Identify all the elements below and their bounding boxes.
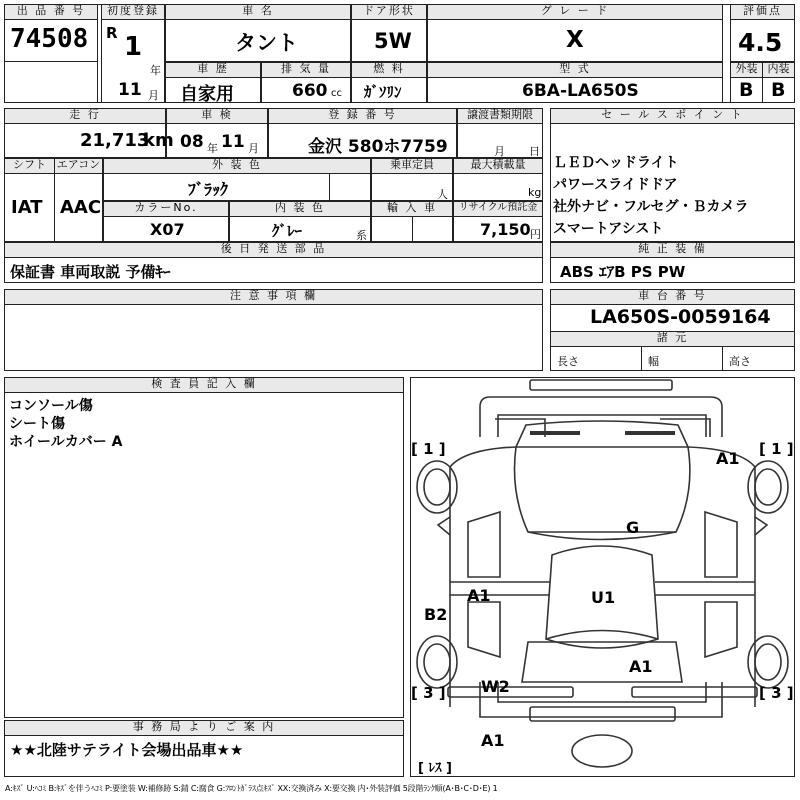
damage-mark: A1 — [716, 449, 740, 468]
color-no-header: カラーNo. — [103, 201, 229, 217]
mileage-header: 走 行 — [4, 108, 166, 124]
first-reg-year: 1 — [124, 32, 143, 62]
exterior-grade-header: 外装 — [730, 62, 763, 78]
model-code-header: 型 式 — [427, 62, 723, 78]
recycle: 7,150 — [480, 220, 531, 239]
inspection-year: 08 — [180, 132, 204, 152]
ac-header: エアコン — [54, 158, 103, 174]
ac: AAC — [60, 197, 102, 218]
lot-no-header: 出 品 番 号 — [4, 4, 98, 20]
legend: A:ｷｽﾞ U:ﾍｺﾐ B:ｷｽﾞを伴うﾍｺﾐ P:要塗装 W:補修跡 S:錆 C:腐食 G:ﾌﾛﾝﾄｶﾞﾗｽ点ｷｽﾞ XX:交換済み X:要交換 内･外装評価 5段階ﾗﾝｸ順(A･B･C･D･E) 1 — [5, 784, 498, 793]
grade: X — [566, 27, 584, 53]
spare-tire-label: [ ﾚｽ ] — [418, 761, 452, 776]
tire-fr-label: [ 1 ] — [759, 440, 794, 458]
shift-header: シフト — [4, 158, 55, 174]
inspection-month: 11 — [221, 132, 245, 152]
recycle-header: リサイクル預託金 — [453, 201, 543, 217]
first-reg-header: 初度登録 — [101, 4, 165, 20]
shift: IAT — [11, 197, 43, 218]
doors-header: ドア形状 — [351, 4, 427, 20]
sales-point-item: パワースライドドア — [553, 177, 678, 193]
inspector-header: 検 査 員 記 入 欄 — [4, 377, 404, 393]
mileage-unit: km — [143, 130, 174, 151]
ext-color-header: 外 装 色 — [103, 158, 371, 174]
lot-no: 74508 — [10, 24, 89, 54]
damage-mark: A1 — [629, 657, 653, 676]
max-load-unit: kg — [528, 186, 542, 199]
inspection-header: 車 検 — [166, 108, 268, 124]
tire-rr-label: [ 3 ] — [759, 684, 794, 702]
chassis-header: 車 台 番 号 — [550, 289, 795, 305]
sales-point-item: ＬＥＤヘッドライト — [553, 155, 679, 171]
accessories-header: 後 日 発 送 部 品 — [4, 242, 543, 258]
doors: 5W — [374, 29, 412, 53]
transfer-day-unit: 日 — [529, 145, 540, 158]
reg-no-header: 登 録 番 号 — [268, 108, 457, 124]
ext-color-sub — [329, 173, 371, 201]
inspector-line: ホイールカバー A — [9, 434, 123, 450]
tire-rl-label: [ 3 ] — [411, 684, 446, 702]
office-header: 事 務 局 よ り ご 案 内 — [4, 720, 404, 736]
int-color-suffix: 系 — [356, 229, 367, 242]
capacity-header: 乗車定員 — [371, 158, 453, 174]
history: 自家用 — [180, 84, 234, 105]
genuine-header: 純 正 装 備 — [550, 242, 795, 258]
first-reg-month: 11 — [118, 80, 142, 100]
import-header: 輸 入 車 — [371, 201, 453, 217]
displacement: 660 — [292, 81, 328, 101]
inspection-year-unit: 年 — [207, 142, 218, 155]
notes-header: 注 意 事 項 欄 — [4, 289, 543, 305]
displacement-header: 排 気 量 — [261, 62, 351, 78]
height-label: 高さ — [729, 355, 751, 368]
reg-no: 金沢 580ホ7759 — [308, 137, 448, 157]
first-reg-month-unit: 月 — [148, 89, 159, 102]
history-header: 車 歴 — [165, 62, 261, 78]
length-label: 長さ — [557, 355, 579, 368]
fuel-header: 燃 料 — [351, 62, 427, 78]
lot-no-blank — [4, 61, 98, 103]
exterior-grade: B — [739, 79, 754, 101]
office-notice: ★★北陸サテライト会場出品車★★ — [10, 741, 244, 759]
sales-point-item: スマートアシスト — [553, 221, 664, 237]
max-load-header: 最大積載量 — [453, 158, 543, 174]
import-box — [371, 216, 413, 242]
damage-mark: U1 — [591, 588, 616, 607]
inspector-line: コンソール傷 — [9, 398, 93, 414]
score: 4.5 — [738, 28, 783, 57]
sales-point-item: 社外ナビ・フルセグ・Ｂカメラ — [553, 199, 749, 215]
int-color: ｸﾞﾚｰ — [272, 222, 303, 240]
era-mark: R — [106, 24, 118, 42]
transfer-header: 譲渡書類期限 — [457, 108, 543, 124]
damage-mark: A1 — [467, 586, 491, 605]
sales-points-header: セ ー ル ス ポ イ ン ト — [550, 108, 795, 124]
int-color-header: 内 装 色 — [229, 201, 371, 217]
tire-fl-label: [ 1 ] — [411, 440, 446, 458]
car-name-header: 車 名 — [165, 4, 351, 20]
fuel: ｶﾞｿﾘﾝ — [364, 83, 402, 101]
damage-mark: G — [626, 518, 640, 537]
interior-grade-header: 内装 — [762, 62, 795, 78]
recycle-unit: 円 — [530, 228, 541, 241]
score-header: 評価点 — [730, 4, 795, 20]
interior-grade: B — [771, 79, 786, 101]
first-reg-year-unit: 年 — [150, 64, 161, 77]
damage-mark: W2 — [481, 677, 510, 696]
color-no: X07 — [150, 220, 185, 239]
damage-mark: B2 — [424, 605, 448, 624]
capacity-unit: 人 — [437, 188, 448, 201]
transfer-month-unit: 月 — [494, 145, 505, 158]
inspection-month-unit: 月 — [248, 142, 259, 155]
width-label: 幅 — [648, 355, 659, 368]
accessories: 保証書 車両取説 予備ｷｰ — [10, 263, 171, 281]
ext-color: ﾌﾞﾗｯｸ — [188, 180, 229, 199]
displacement-unit: cc — [331, 88, 342, 99]
mileage: 21,713 — [80, 130, 150, 151]
genuine: ABS ｴｱB PS PW — [560, 263, 686, 281]
model-code: 6BA-LA650S — [522, 81, 639, 101]
damage-mark: A1 — [481, 731, 505, 750]
import-box-2 — [412, 216, 453, 242]
specs-header: 諸 元 — [550, 331, 795, 347]
notes-box — [4, 304, 543, 371]
car-diagram — [410, 377, 795, 777]
grade-header: グ レ ー ド — [427, 4, 723, 20]
chassis-no: LA650S-0059164 — [590, 306, 771, 328]
car-name: タント — [235, 31, 298, 55]
inspector-line: シート傷 — [9, 416, 65, 432]
